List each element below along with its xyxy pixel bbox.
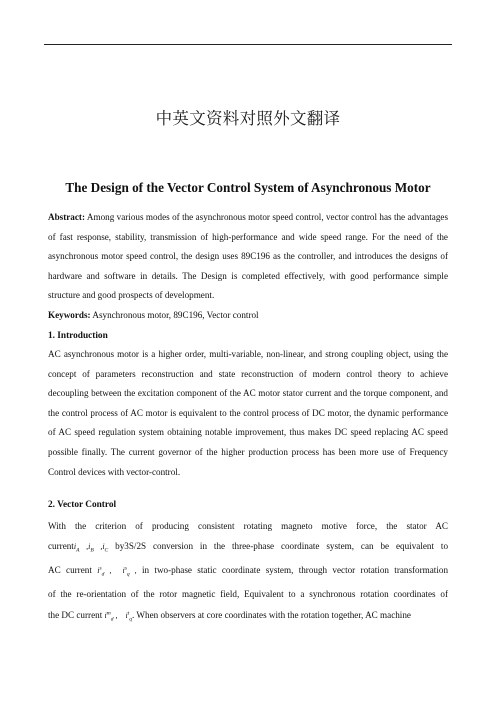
vector-control-line-1: With the criterion of producing consistent rotating magneto motive force, the stator AC <box>48 521 448 531</box>
vector-control-line-4: of the re-orientation of the rotor magnetic field, Equivalent to a synchronous rotation coordinates of <box>48 589 448 599</box>
vector-control-line-2 <box>48 541 448 554</box>
keywords-line <box>48 306 448 326</box>
introduction-paragraph: AC asynchronous motor is a higher order, multi-variable, non-linear, and strong coupling object, using the concept of parameters reconstruction and state reconstruction of modern control theory to achieve decoupling between the excitation component of the AC motor stator current and the torque component, and the control process of AC motor is equivalent to the control process of DC motor, the dynamic performance of AC speed regulation system obtaining notable improvement, thus makes DC speed replacing AC speed possible finally. The current governor of the higher production process has been more use of Frequency Control devices with vector-control. <box>48 349 448 477</box>
vector-control-line-5-end: . When observers at core coordinates with the rotation together, AC machine <box>132 610 411 620</box>
keywords-label: Keywords: <box>48 310 91 320</box>
abstract-text: Among various modes of the asynchronous motor speed control, vector control has the advantages of fast response, stability, transmission of high-performance and wide speed range. For the need of the asynchronous motor speed control, the design uses 89C196 as the controller, and introduces the designs of hardware and software in details. The Design is completed effectively, with good performance simple structure and good prospects of development. <box>48 212 449 301</box>
section-heading-vector-control: 2. Vector Control <box>48 500 117 510</box>
vector-control-line-2-start: current <box>48 541 74 551</box>
vector-control-line-2-end: by3S/2S conversion in the three-phase coordinate system, can be equivalent to <box>115 541 449 551</box>
chinese-title: 中英文资料对照外文翻译 <box>155 109 341 128</box>
vector-control-line-3-start: AC current <box>48 565 92 575</box>
vector-control-line-3-end: in two-phase static coordinate system, through vector rotation transformation <box>141 565 449 575</box>
abstract-paragraph <box>48 208 448 306</box>
header-rule <box>44 44 452 45</box>
vector-control-line-5-start: the DC current <box>48 610 103 620</box>
two-phase-current-formula: $i^s_d$ , $i^s_q$ , <box>97 565 137 578</box>
abstract-label: Abstract: <box>48 212 85 222</box>
three-phase-current-formula: $i_A$ $,i_B$ $,i_C$ <box>73 542 109 554</box>
dc-current-formula: $i^m_d$ , $i^t_q$ <box>104 610 132 623</box>
paper-title: The Design of the Vector Control System of Asynchronous Motor <box>65 180 431 195</box>
vector-control-line-5 <box>48 610 448 623</box>
keywords-text: Asynchronous motor, 89C196, Vector control <box>92 310 259 320</box>
section-heading-introduction: 1. Introduction <box>48 331 108 341</box>
vector-control-line-3 <box>48 565 448 578</box>
